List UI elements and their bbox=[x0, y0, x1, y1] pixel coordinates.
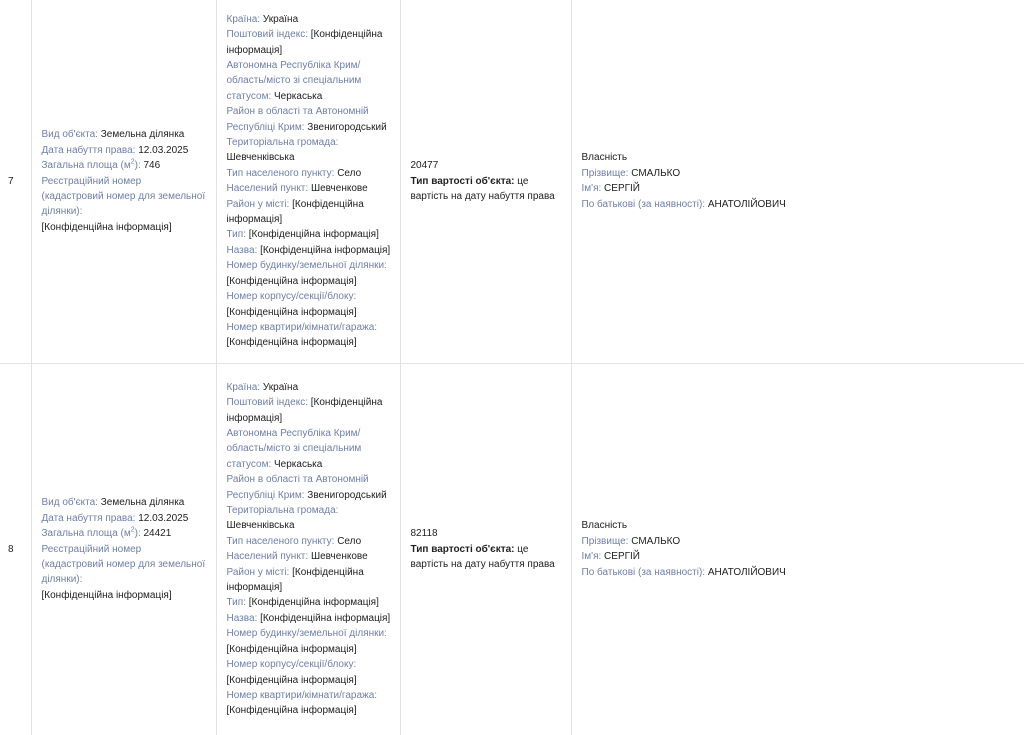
region-line bbox=[227, 426, 392, 472]
name-line bbox=[582, 181, 1015, 196]
region-label: Автономна Республіка Крим/ область/місто зі спеціальним статусом: bbox=[226, 428, 362, 470]
row-number: 7 bbox=[8, 175, 14, 187]
acq-date-line bbox=[42, 143, 206, 158]
street-name-label: Назва: bbox=[226, 612, 258, 624]
street-type-value: [Конфіденційна інформація] bbox=[248, 229, 379, 241]
country-label: Країна: bbox=[226, 13, 261, 25]
area-value: 746 bbox=[143, 160, 161, 172]
district-label: Район в області та Автономній Республіці Крим: bbox=[226, 106, 369, 133]
city-district-value: [Конфіденційна інформація] bbox=[226, 198, 364, 226]
city-district-line bbox=[227, 197, 392, 228]
district-line bbox=[227, 104, 392, 135]
apartment-label: Номер квартири/кімнати/гаража: bbox=[226, 689, 378, 701]
object-type-label: Вид об'єкта: bbox=[41, 129, 98, 141]
cost-type-value: це вартість на дату набуття права bbox=[410, 543, 555, 570]
object-cell bbox=[31, 363, 216, 735]
building-label: Номер будинку/земельної ділянки: bbox=[226, 628, 387, 640]
block-label: Номер корпусу/секції/блоку: bbox=[226, 291, 357, 303]
acq-date-line bbox=[42, 511, 206, 526]
settlement-value: Шевченкове bbox=[310, 551, 368, 563]
settlement-type-label: Тип населеного пункту: bbox=[226, 535, 335, 547]
surname-value: СМАЛЬКО bbox=[631, 535, 681, 547]
street-name-line bbox=[227, 611, 392, 626]
area-label: Загальна площа $(м^2)$: bbox=[41, 526, 141, 540]
address-cell bbox=[216, 363, 400, 735]
settlement-type-line bbox=[227, 166, 392, 181]
acq-date-value: 12.03.2025 bbox=[138, 144, 189, 156]
name-label: Ім'я: bbox=[581, 551, 602, 563]
district-value: Звенигородський bbox=[307, 489, 387, 501]
community-value: Шевченківська bbox=[226, 152, 295, 164]
surname-line bbox=[582, 166, 1015, 181]
apartment-label: Номер квартири/кімнати/гаража: bbox=[226, 321, 378, 333]
apartment-value: [Конфіденційна інформація] bbox=[226, 705, 357, 717]
country-value: Україна bbox=[262, 13, 299, 25]
value-cell bbox=[400, 363, 571, 735]
block-value: [Конфіденційна інформація] bbox=[226, 306, 357, 318]
postal-label: Поштовий індекс: bbox=[226, 29, 308, 41]
city-district-label: Район у місті: bbox=[226, 198, 290, 210]
settlement-label: Населений пункт: bbox=[226, 183, 309, 195]
surname-value: СМАЛЬКО bbox=[631, 167, 681, 179]
settlement-line bbox=[227, 549, 392, 564]
table-row bbox=[0, 0, 1024, 363]
community-value: Шевченківська bbox=[226, 520, 295, 532]
area-label: Загальна площа $(м^2)$: bbox=[41, 158, 141, 172]
object-type-line bbox=[42, 495, 206, 510]
building-value: [Конфіденційна інформація] bbox=[226, 643, 357, 655]
object-cell bbox=[31, 0, 216, 363]
patronymic-value: АНАТОЛІЙОВИЧ bbox=[707, 198, 786, 210]
right-type: Власність bbox=[581, 520, 628, 532]
city-district-label: Район у місті: bbox=[226, 566, 290, 578]
cost-type-label: Тип вартості об'єкта: bbox=[410, 175, 515, 187]
owner-cell bbox=[571, 363, 1024, 735]
postal-line bbox=[227, 395, 392, 426]
district-line bbox=[227, 472, 392, 503]
postal-value: [Конфіденційна інформація] bbox=[226, 397, 383, 424]
cost-type-label: Тип вартості об'єкта: bbox=[410, 543, 515, 555]
cost-type-value: це вартість на дату набуття права bbox=[410, 175, 555, 202]
street-type-line bbox=[227, 227, 392, 242]
postal-value: [Конфіденційна інформація] bbox=[226, 29, 383, 56]
settlement-type-line bbox=[227, 534, 392, 549]
value-amount: 20477 bbox=[410, 160, 439, 172]
street-name-value: [Конфіденційна інформація] bbox=[260, 612, 391, 624]
name-line bbox=[582, 549, 1015, 564]
district-label: Район в області та Автономній Республіці Крим: bbox=[226, 474, 369, 501]
country-line bbox=[227, 12, 392, 27]
patronymic-label: По батькові (за наявності): bbox=[581, 566, 706, 578]
community-line bbox=[227, 135, 392, 166]
object-type-value: Земельна ділянка bbox=[100, 497, 185, 509]
district-value: Звенигородський bbox=[307, 121, 387, 133]
reg-number-label: Реєстраційний номер (кадастровий номер для земельної ділянки): bbox=[41, 543, 206, 586]
patronymic-line bbox=[582, 565, 1015, 580]
street-type-line bbox=[227, 595, 392, 610]
table-row bbox=[0, 363, 1024, 735]
region-line bbox=[227, 58, 392, 104]
surname-line bbox=[582, 534, 1015, 549]
name-value: СЕРГІЙ bbox=[604, 551, 640, 563]
row-number-cell bbox=[0, 363, 31, 735]
city-district-line bbox=[227, 565, 392, 596]
country-value: Україна bbox=[262, 381, 299, 393]
row-number: 8 bbox=[8, 543, 14, 555]
settlement-line bbox=[227, 181, 392, 196]
reg-number-label: Реєстраційний номер (кадастровий номер для земельної ділянки): bbox=[41, 175, 206, 218]
right-type: Власність bbox=[581, 152, 628, 164]
building-value: [Конфіденційна інформація] bbox=[226, 275, 357, 287]
owner-cell bbox=[571, 0, 1024, 363]
acq-date-value: 12.03.2025 bbox=[138, 512, 189, 524]
settlement-type-value: Село bbox=[337, 167, 362, 179]
country-line bbox=[227, 380, 392, 395]
area-value: 24421 bbox=[143, 528, 172, 540]
street-name-value: [Конфіденційна інформація] bbox=[260, 244, 391, 256]
city-district-value: [Конфіденційна інформація] bbox=[226, 566, 364, 594]
object-type-value: Земельна ділянка bbox=[100, 129, 185, 141]
acq-date-label: Дата набуття права: bbox=[41, 512, 136, 524]
object-type-line bbox=[42, 127, 206, 142]
value-cell bbox=[400, 0, 571, 363]
settlement-value: Шевченкове bbox=[310, 183, 368, 195]
area-line bbox=[42, 526, 206, 541]
settlement-label: Населений пункт: bbox=[226, 551, 309, 563]
surname-label: Прізвище: bbox=[581, 167, 629, 179]
block-label: Номер корпусу/секції/блоку: bbox=[226, 659, 357, 671]
object-type-label: Вид об'єкта: bbox=[41, 497, 98, 509]
region-value: Черкаська bbox=[274, 458, 323, 470]
name-label: Ім'я: bbox=[581, 183, 602, 195]
community-line bbox=[227, 503, 392, 534]
street-type-label: Тип: bbox=[226, 597, 246, 609]
cost-type-line bbox=[411, 542, 561, 573]
reg-number-value: [Конфіденційна інформація] bbox=[41, 589, 172, 601]
cost-type-line bbox=[411, 174, 561, 205]
street-name-label: Назва: bbox=[226, 244, 258, 256]
address-cell bbox=[216, 0, 400, 363]
settlement-type-label: Тип населеного пункту: bbox=[226, 167, 335, 179]
region-value: Черкаська bbox=[274, 90, 323, 102]
block-value: [Конфіденційна інформація] bbox=[226, 674, 357, 686]
postal-label: Поштовий індекс: bbox=[226, 397, 308, 409]
surname-label: Прізвище: bbox=[581, 535, 629, 547]
street-type-label: Тип: bbox=[226, 229, 246, 241]
street-type-value: [Конфіденційна інформація] bbox=[248, 597, 379, 609]
postal-line bbox=[227, 27, 392, 58]
acq-date-label: Дата набуття права: bbox=[41, 144, 136, 156]
community-label: Територіальна громада: bbox=[226, 137, 339, 149]
row-number-cell bbox=[0, 0, 31, 363]
country-label: Країна: bbox=[226, 381, 261, 393]
community-label: Територіальна громада: bbox=[226, 505, 339, 517]
patronymic-label: По батькові (за наявності): bbox=[581, 198, 706, 210]
area-line bbox=[42, 158, 206, 173]
building-label: Номер будинку/земельної ділянки: bbox=[226, 260, 387, 272]
patronymic-value: АНАТОЛІЙОВИЧ bbox=[707, 566, 786, 578]
settlement-type-value: Село bbox=[337, 535, 362, 547]
patronymic-line bbox=[582, 197, 1015, 212]
region-label: Автономна Республіка Крим/ область/місто зі спеціальним статусом: bbox=[226, 60, 362, 102]
apartment-value: [Конфіденційна інформація] bbox=[226, 337, 357, 349]
value-amount: 82118 bbox=[410, 528, 438, 540]
reg-number-value: [Конфіденційна інформація] bbox=[41, 221, 172, 233]
street-name-line bbox=[227, 243, 392, 258]
name-value: СЕРГІЙ bbox=[604, 183, 640, 195]
